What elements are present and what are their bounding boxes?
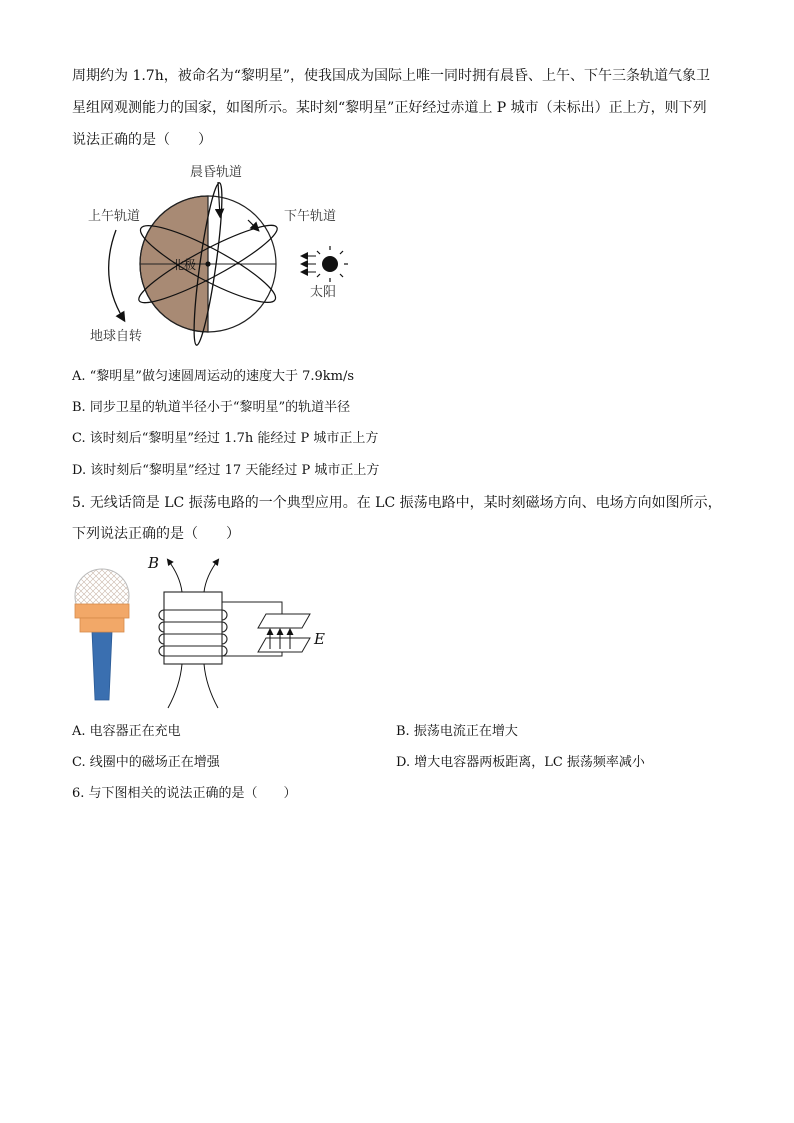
sun-label: 太阳 [310,285,337,300]
north-pole-label: 北极 [172,258,197,272]
q4-option-d: D. 该时刻后“黎明星”经过 17 天能经过 P 城市正上方 [72,463,380,478]
magnetic-field-label: B [148,554,160,572]
microphone-icon [75,569,129,700]
sun-icon [317,246,348,282]
earth-rotation-arrow [109,230,124,320]
dawn-dusk-pointer-arrow [218,182,220,216]
q4-option-b: B. 同步卫星的轨道半径小于“黎明星”的轨道半径 [72,400,351,415]
orbit-figure [80,158,370,353]
capacitor [258,614,310,652]
q5-option-d: D. 增大电容器两板距离，LC 振荡频率减小 [396,755,645,770]
q4-option-a: A. “黎明星”做匀速圆周运动的速度大于 7.9km/s [72,369,355,384]
q5-stem-line-1: 5. 无线话筒是 LC 振荡电路的一个典型应用。在 LC 振荡电路中，某时刻磁场方向、电场方向如图所示， [72,495,722,511]
afternoon-orbit-label: 下午轨道 [284,209,337,224]
morning-orbit-label: 上午轨道 [88,209,141,224]
q5-option-b: B. 振荡电流正在增大 [396,724,518,739]
q4-option-c: C. 该时刻后“黎明星”经过 1.7h 能经过 P 城市正上方 [72,431,379,446]
q4-stem-line-2: 星组网观测能力的国家，如图所示。某时刻“黎明星”正好经过赤道上 P 城市（未标出）正上方，则下列 [72,100,707,116]
lc-circuit-diagram [72,552,342,712]
orbit-diagram [80,158,370,353]
q5-stem-line-2: 下列说法正确的是（ ） [72,526,240,542]
electric-field-label: E [314,630,325,648]
q6-stem: 6. 与下图相关的说法正确的是（ ） [72,786,297,801]
earth-rotation-label: 地球自转 [90,329,143,344]
q4-stem-line-1: 周期约为 1.7h，被命名为“黎明星”，使我国成为国际上唯一同时拥有晨昏、上午、下午三条轨道气象卫 [72,68,711,84]
q5-option-a: A. 电容器正在充电 [72,724,181,739]
q5-option-c: C. 线圈中的磁场正在增强 [72,755,220,770]
q4-stem-line-3: 说法正确的是（ ） [72,132,212,148]
dawn-dusk-orbit-label: 晨昏轨道 [190,165,243,180]
lc-circuit-figure [72,552,342,712]
north-pole-dot [205,261,210,266]
coil-core [164,592,222,664]
